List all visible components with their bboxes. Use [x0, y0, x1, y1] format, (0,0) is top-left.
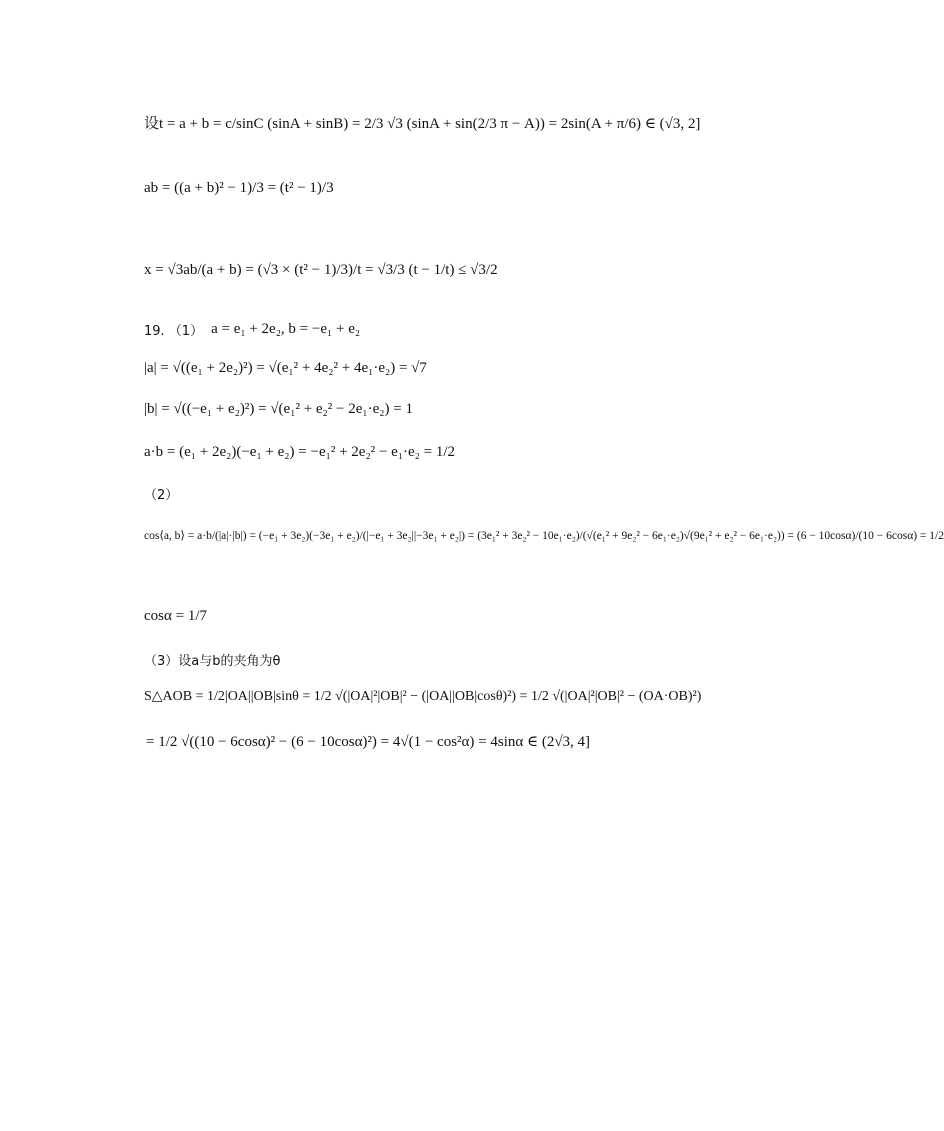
equation-mod-b — [144, 401, 413, 418]
equation-area-result — [146, 732, 590, 751]
equation-text: cosα = 1/7 — [144, 608, 207, 624]
problem-19-part-1 — [144, 320, 360, 339]
equation-text: a·b = (e₁ + 2e₂)(−e₁ + e₂) = −e₁² + 2e₂² − e₁·e₂ = 1/2 — [144, 444, 456, 460]
equation-text: |b| = √((−e₁ + e₂)²) = √(e₁² + e₂² − 2e₁·e₂) = 1 — [144, 401, 413, 417]
part-label: （2） — [144, 488, 179, 503]
equation-text: = 1/2 √((10 − 6cosα)² − (6 − 10cosα)²) = 4√(1 − cos²α) = 4sinα ∈ (2√3, 4] — [146, 734, 591, 750]
equation-t-range — [144, 112, 700, 133]
problem-19-part-3 — [144, 650, 280, 669]
equation-text: a = e₁ + 2e₂, b = −e₁ + e₂ — [211, 321, 361, 337]
part-label: 19. （1） — [144, 324, 204, 339]
equation-cos-angle — [144, 528, 944, 542]
equation-text: x = √3ab/(a + b) = (√3 × (t² − 1)/3)/t = √3/3 (t − 1/t) ≤ √3/2 — [144, 262, 498, 278]
equation-x-bound — [144, 262, 498, 279]
equation-ab — [144, 180, 334, 197]
equation-text: |a| = √((e₁ + 2e₂)²) = √(e₁² + 4e₂² + 4e₁·e₂) = √7 — [144, 360, 427, 376]
equation-text: 设t = a + b = c/sinC (sinA + sinB) = 2/3 √3 (sinA + sin(2/3 π − A)) = 2sin(A + π/6) ∈ (√3, 2] — [144, 116, 701, 132]
equation-text: cos⟨a, b⟩ = a·b/(|a|·|b|) = (−e₁ + 3e₂)(−3e₁ + e₂)/(|−e₁ + 3e₂||−3e₁ + e₂|) = (3e₁² + 3e₂² − 10e₁·e₂)/(√(e₁² + 9e₂² − 6e₁·e₂)√(9e₁² + e₂² − 6e₁·e₂)) = (6 − 10cosα)/(10 − 6cosα) = 1/2 — [144, 530, 944, 542]
part-label: （3）设a与b的夹角为θ — [144, 654, 281, 669]
equation-cos-alpha — [144, 608, 207, 625]
problem-19-part-2 — [144, 484, 178, 503]
equation-area — [144, 688, 701, 705]
equation-text: ab = ((a + b)² − 1)/3 = (t² − 1)/3 — [144, 180, 334, 196]
equation-text: S△AOB = 1/2|OA||OB|sinθ = 1/2 √(|OA|²|OB|² − (|OA||OB|cosθ)²) = 1/2 √(|OA|²|OB|² − (OA·OB)²) — [144, 689, 702, 704]
equation-mod-a — [144, 360, 427, 377]
equation-dot-product — [144, 444, 455, 461]
